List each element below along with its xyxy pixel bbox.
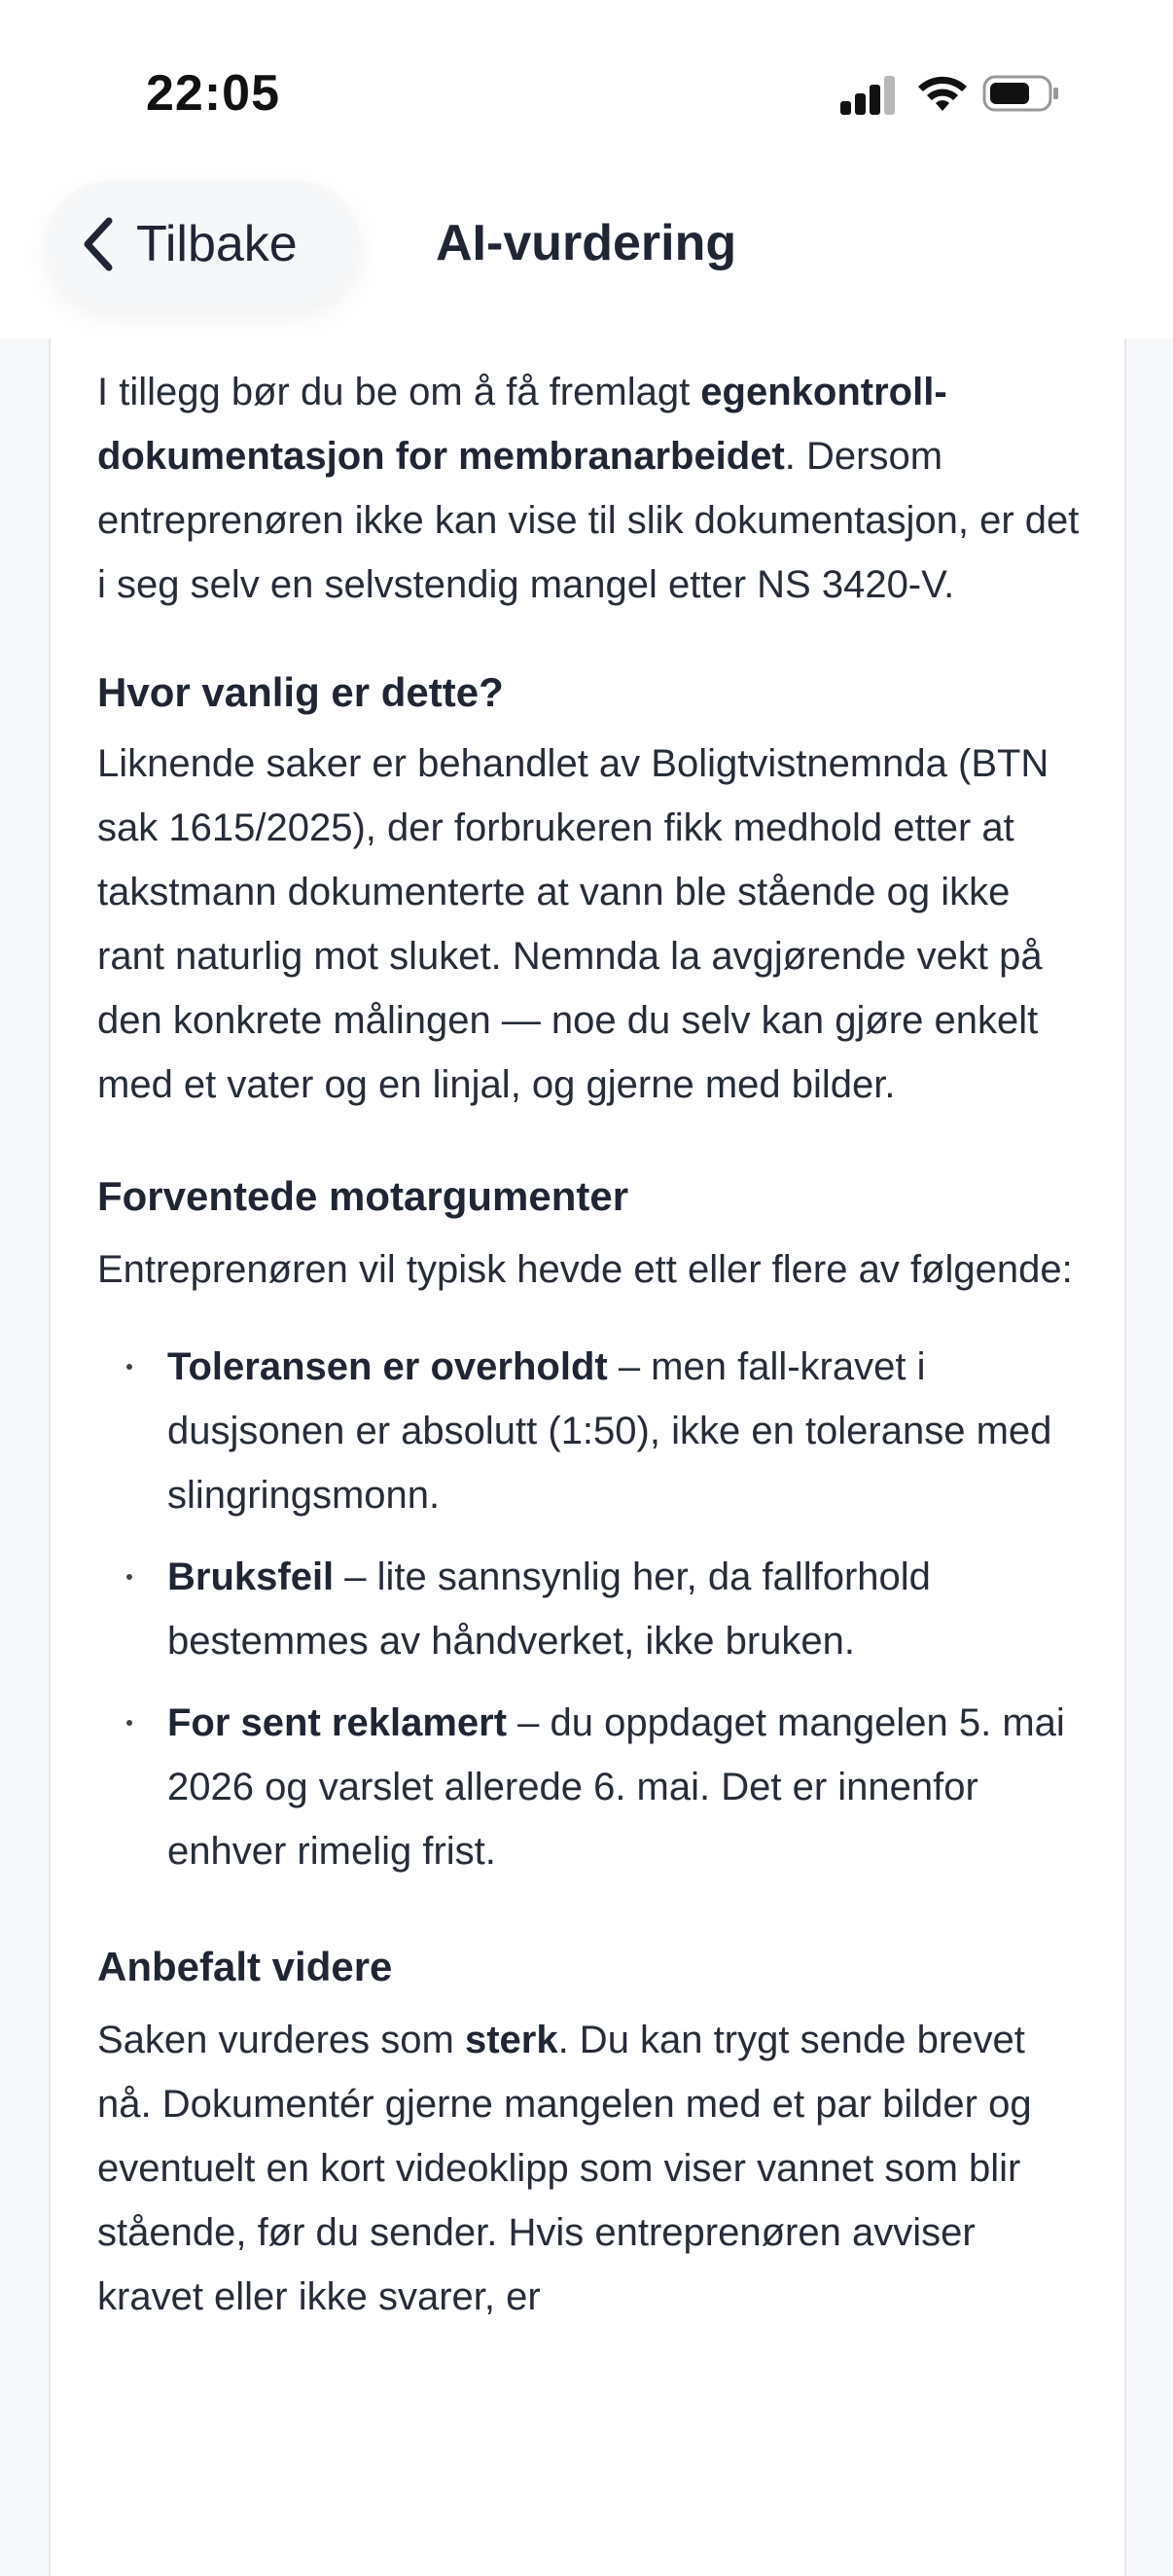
section-heading-counterarguments: Forventede motargumenter [97,1173,629,1219]
bullet-icon [126,1364,132,1370]
counterargument-list [97,1335,1080,1883]
chevron-left-icon [82,217,115,271]
cellular-signal-icon [840,76,895,115]
bullet-icon [126,1720,132,1726]
section-body-recommendation: Saken vurderes som sterk. Du kan trygt sende brevet nå. Dokumentér gjerne mangelen med et par bilder og eventuelt en kort videoklipp som viser vannet som blir stående, før du sender. Hvis entreprenøren avviser kravet eller ikke svarer, er [97,2019,1032,2318]
assessment-content [97,339,1080,2329]
list-item: Toleransen er overholdt – men fall-kravet i dusjsonen er absolutt (1:50), ikke en toleranse med slingringsmonn. [97,1335,1080,1527]
wifi-icon [914,72,971,115]
back-button-label: Tilbake [136,216,298,272]
section-intro-counterarguments: Entreprenøren vil typisk hevde ett eller flere av følgende: [97,1248,1073,1291]
list-item: Bruksfeil – lite sannsynlig her, da fallforhold bestemmes av håndverket, ikke bruken. [97,1545,1080,1673]
intro-paragraph: I tillegg bør du be om å få fremlagt egenkontroll-dokumentasjon for membranarbeidet. Dersom entreprenøren ikke kan vise til slik dokumentasjon, er det i seg selv en selvstendig mangel etter NS 3420-V. [97,371,1080,606]
status-bar [0,0,1173,185]
navigation-bar [0,165,1173,339]
assessment-card [49,339,1126,2576]
section-body-common: Liknende saker er behandlet av Boligtvistnemnda (BTN sak 1615/2025), der forbrukeren fikk medhold etter at takstmann dokumenterte at vann ble stående og ikke rant naturlig mot sluket. Nemnda la avgjørende vekt på den konkrete målingen — noe du selv kan gjøre enkelt med et vater og en linjal, og gjerne med bilder. [97,742,1049,1106]
section-heading-recommendation: Anbefalt videre [97,1944,393,1989]
section-heading-common: Hvor vanlig er dette? [97,669,504,715]
status-time: 22:05 [146,65,280,122]
battery-icon [982,74,1060,113]
page-title: AI-vurdering [436,215,737,271]
list-item: For sent reklamert – du oppdaget mangelen 5. mai 2026 og varslet allerede 6. mai. Det er innenfor enhver rimelig frist. [97,1691,1080,1883]
back-button[interactable] [47,181,360,307]
bullet-icon [126,1574,132,1580]
